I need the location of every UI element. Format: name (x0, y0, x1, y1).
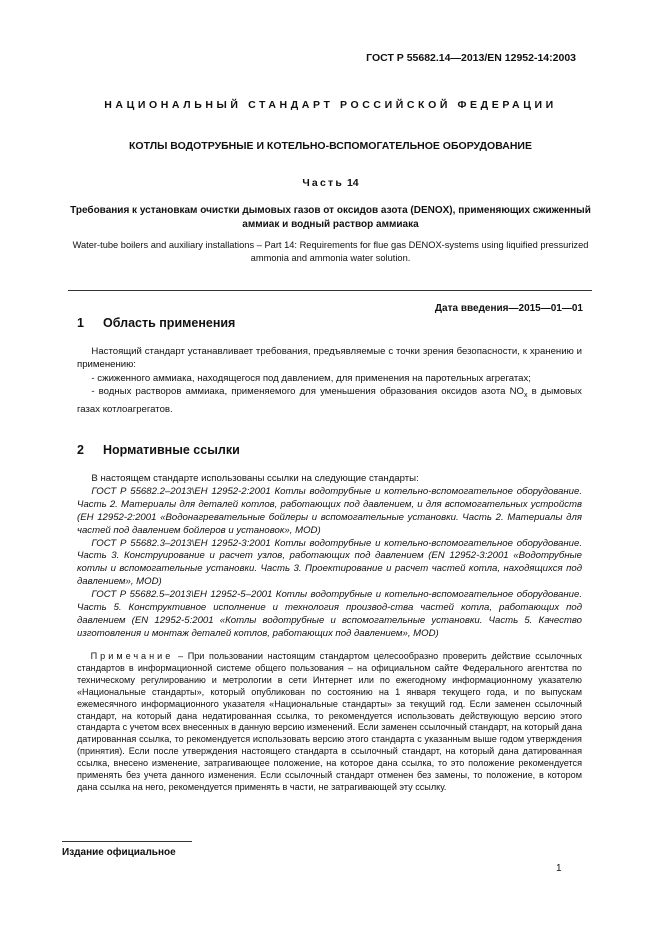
gost-code-header: ГОСТ Р 55682.14—2013/EN 12952-14:2003 (366, 52, 576, 64)
section-2-title: Нормативные ссылки (103, 443, 240, 457)
reference-1: ГОСТ Р 55682.2–2013\EH 12952-2:2001 Котлы водотрубные и котельно-вспомогательное оборудование. Часть 2. Материалы для деталей котлов, работающих под давлением, и для вспомогательных устройств (EH 12952-2:2001 «Водонагревательные бойлеры и вспомогательные установки. Часть 2. Материалы для частей под давлением бойлеров и установок», MOD) (77, 485, 582, 536)
section-1-paragraph-1: Настоящий стандарт устанавливает требования, предъявляемые с точки зрения безопасности, к хранению и применению: (77, 346, 582, 371)
introduction-date: Дата введения—2015—01—01 (434, 303, 583, 314)
part-word: Часть (302, 177, 345, 189)
official-edition-label: Издание официальное (62, 847, 176, 858)
reference-3: ГОСТ Р 55682.5–2013\EH 12952-5–2001 Котлы водотрубные и котельно-вспомогательное оборудование. Часть 5. Конструктивное исполнение и технология производ-ства частей котла, работающих под давлением (EN 12952-5:2001 «Котлы водотрубные и вспомогательные установки. Часть 5. Качество изготовления и монтаж деталей котлов, работающих под давлением», MOD) (77, 589, 582, 639)
section-1-title: Область применения (103, 316, 236, 330)
footer-divider (62, 841, 192, 842)
part-heading (0, 177, 661, 189)
note-text: – При пользовании настоящим стандартом целесообразно проверить действие ссылочных стандартов в информационной системе общего пользования – на официальном сайте Федерального агентства по техническому регулированию и метрологии в сети Интернет или по ежегодному информационному указателю «Национальные стандарты», который опубликован по состоянию на 1 января текущего года, и по выпускам ежемесячного информационного указателя «Национальные стандарты» за текущий год. Если заменен ссылочный стандарт, на который дана недатированная ссылка, то рекомендуется использовать действующую версию этого стандарта с учетом всех внесенных в данную версию изменений. Если заменен ссылочный стандарт, на который дана датированная ссылка, то рекомендуется использовать версию этого стандарта с указанным выше годом утверждения (принятия). Если после утверждения настоящего стандарта в ссылочный стандарт, на который дана датированная ссылка, внесено изменение, затрагивающее положение, на которое дана ссылка, то это положение рекомендуется применять без учета данного изменения. Если ссылочный стандарт отменен без замены, то положение, в котором дана ссылка на него, рекомендуется применять в части, не затрагивающей эту ссылку. (77, 651, 582, 792)
note-paragraph (77, 651, 582, 794)
section-2-number: 2 (77, 443, 84, 457)
section-2-heading (77, 443, 240, 457)
reference-2: ГОСТ Р 55682.3–2013\EH 12952-3:2001 Котлы водотрубные и котельно-вспомогательное оборудование. Часть 3. Конструирование и расчет узлов, работающих под давлением (EN 12952-3:2001 «Водотрубные котлы и вспомогательные установки. Часть 3. Проектирование и расчет частей котла, находящихся под давлением», MOD) (77, 537, 582, 588)
english-title: Water-tube boilers and auxiliary installations – Part 14: Requirements for flue gas DENOX-systems using liquified pressurized ammonia and ammonia water solution. (72, 240, 589, 263)
national-standard-heading: НАЦИОНАЛЬНЫЙ СТАНДАРТ РОССИЙСКОЙ ФЕДЕРАЦИИ (104, 99, 557, 111)
section-1-number: 1 (77, 316, 84, 330)
part-number: 14 (346, 177, 359, 189)
section-1-paragraph-3: - водных растворов аммиака, применяемого для уменьшения образования оксидов азота $NO_x$ в дымовых газах котлоагрегатов. (77, 386, 582, 415)
note-label: Примечание (90, 651, 174, 661)
section-1-body (77, 345, 582, 416)
title-divider (68, 290, 592, 291)
page-number: 1 (556, 863, 562, 874)
section-1-heading (77, 316, 235, 330)
section-1-paragraph-2: - сжиженного аммиака, находящегося под давлением, для применения на паротельных агрегатах; (91, 372, 531, 384)
document-subtitle: Требования к установкам очистки дымовых газов от оксидов азота (DENOX), применяющих сжиженный аммиак и водный раствор аммиака (70, 205, 591, 230)
section-2-body (77, 473, 582, 641)
document-title: КОТЛЫ ВОДОТРУБНЫЕ И КОТЕЛЬНО-ВСПОМОГАТЕЛЬНОЕ ОБОРУДОВАНИЕ (129, 140, 532, 152)
section-2-intro: В настоящем стандарте использованы ссылки на следующие стандарты: (91, 473, 419, 484)
